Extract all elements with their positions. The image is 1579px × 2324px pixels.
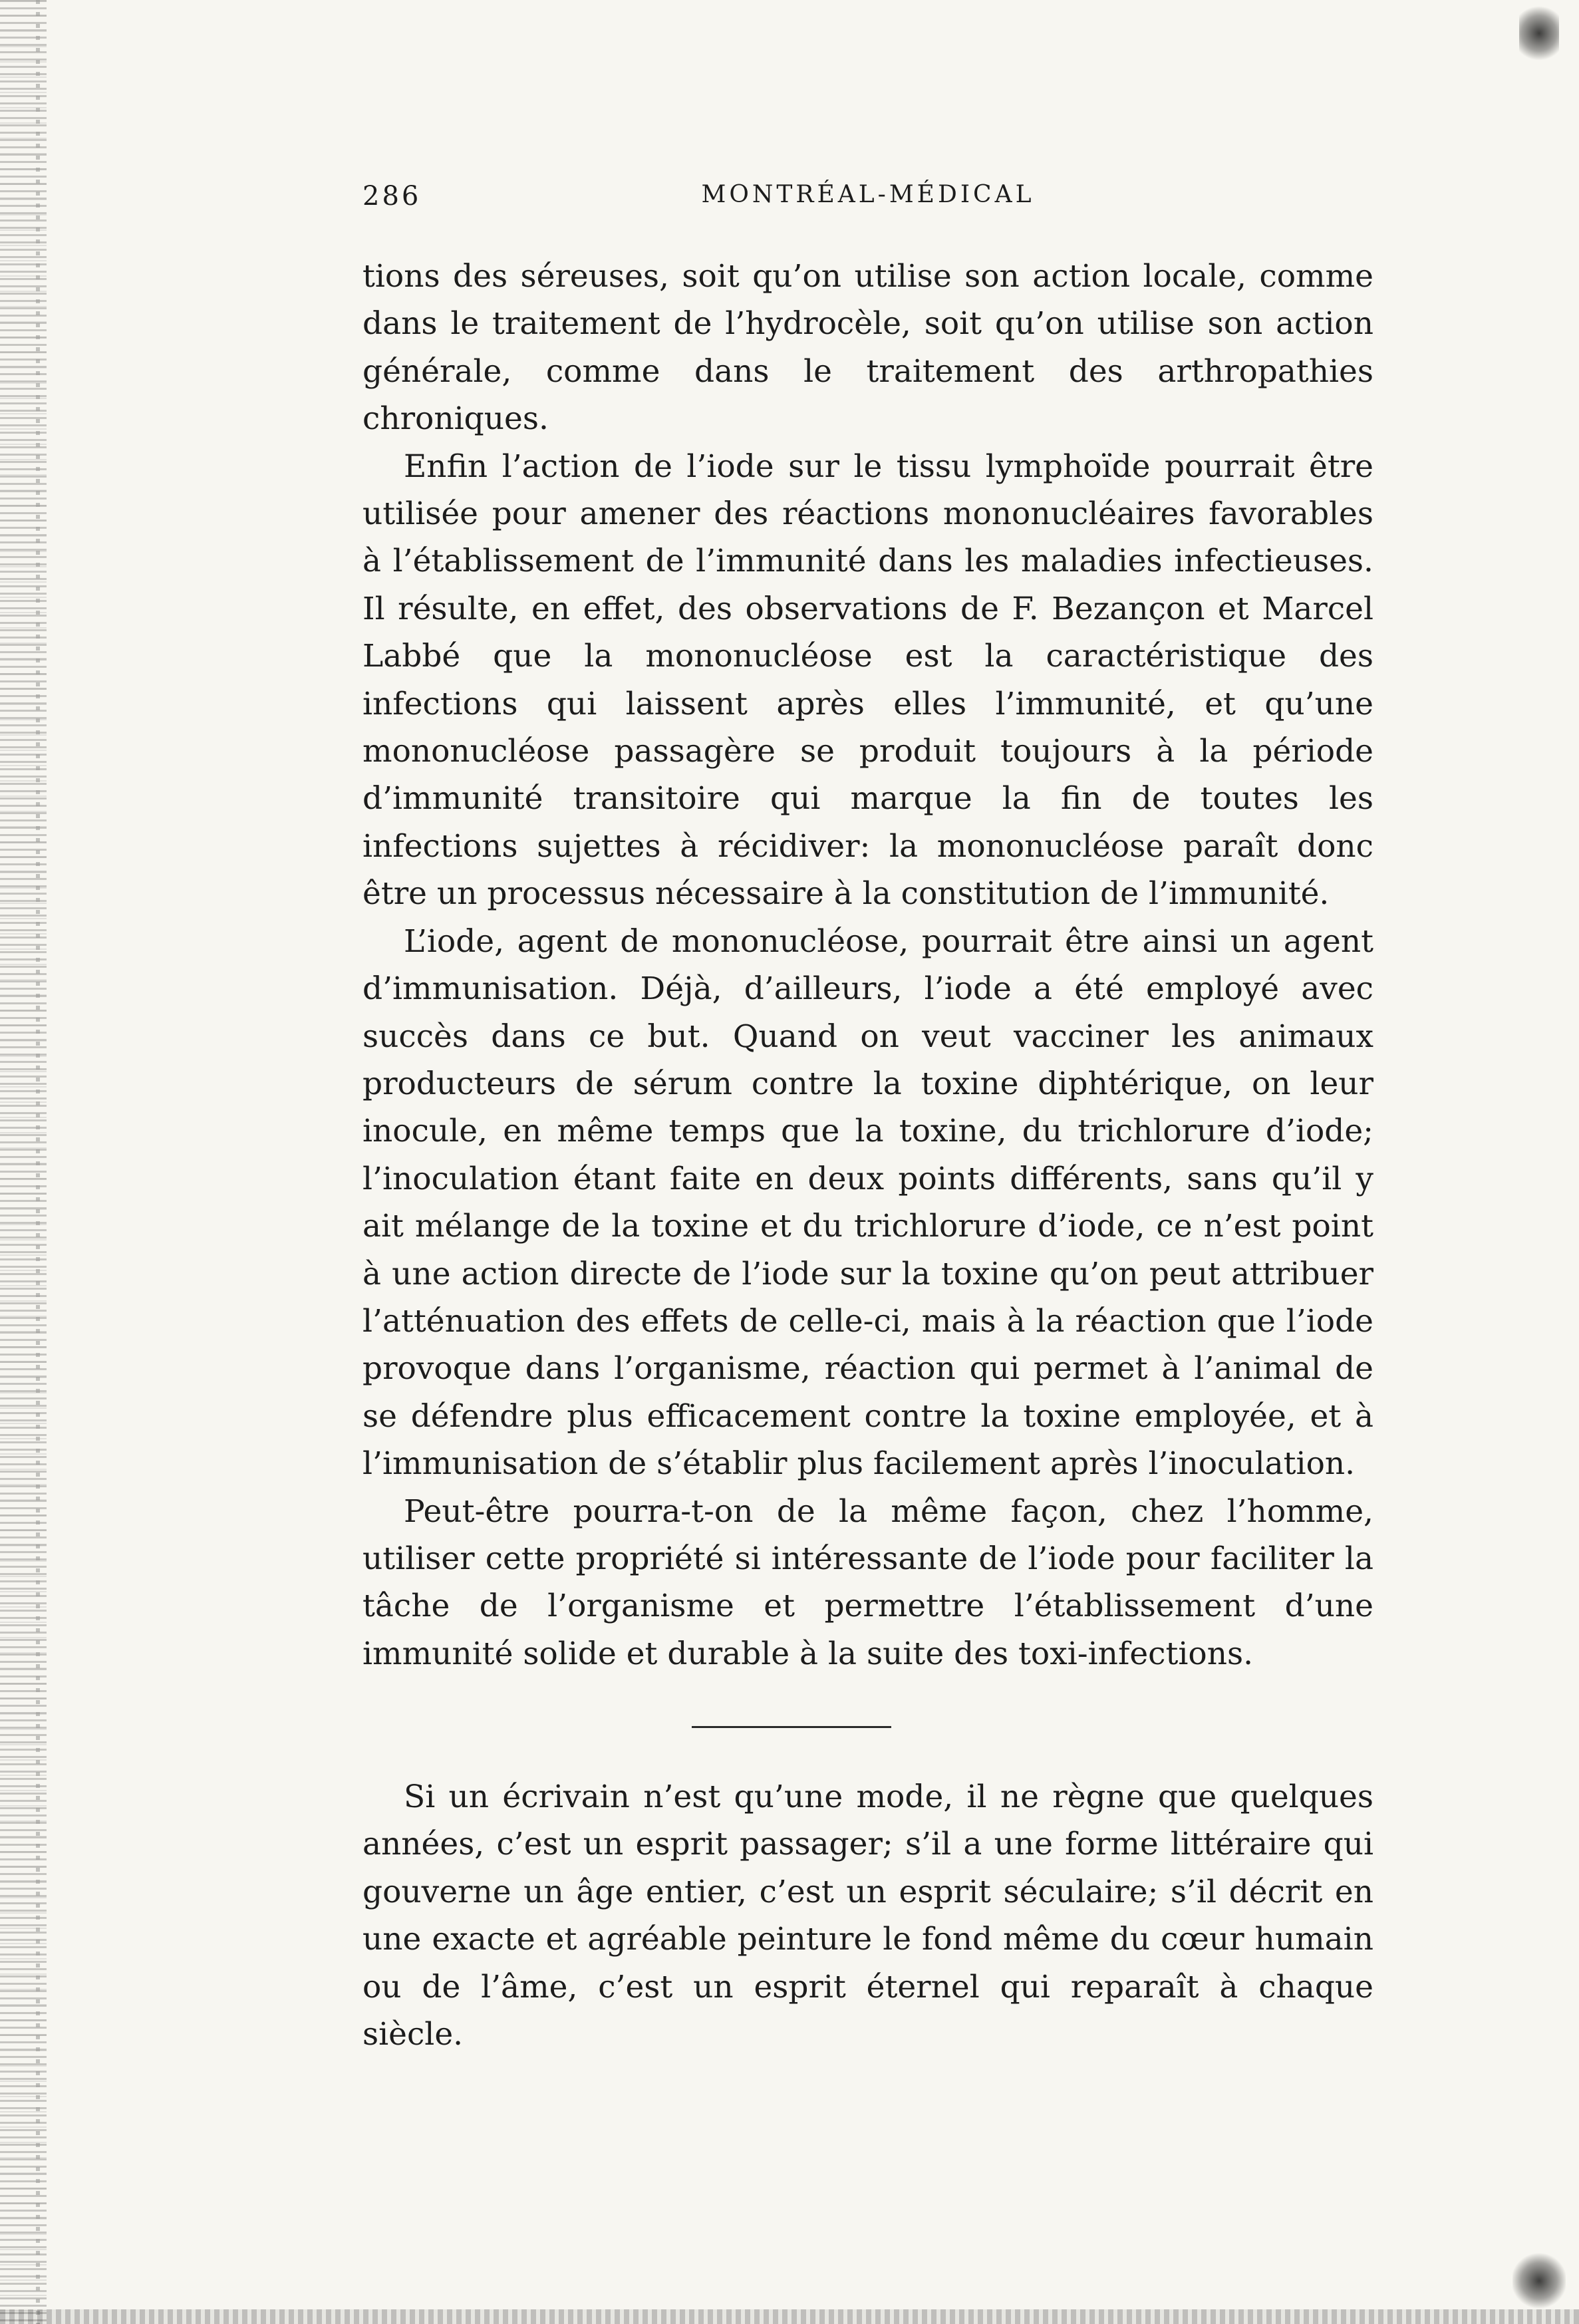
scan-blot-top-right: [1519, 0, 1559, 67]
page-number: 286: [362, 181, 422, 212]
paragraph: tions des séreuses, soit qu’on utilise son action locale, comme dans le traitement de l’hydrocèle, soit qu’on utilise son action générale, comme dans le traitement des arthropathies chroniques.: [362, 258, 1373, 438]
page-header: [362, 181, 1373, 221]
quote-paragraph: Si un écrivain n’est qu’une mode, il ne règne que quelques années, c’est un esprit passager; s’il a une forme littéraire qui gouverne un âge entier, c’est un esprit séculaire; s’il décrit en une exacte et agréable peinture le fond même du cœur humain ou de l’âme, c’est un esprit éternel qui reparaît à chaque siècle.: [362, 1779, 1373, 2053]
paragraph: Enfin l’action de l’iode sur le tissu lymphoïde pourrait être utilisée pour amener des réactions mononucléaires favorables à l’établissement de l’immunité dans les maladies infectieuses. Il résulte, en effet, des observations de F. Bezançon et Marcel Labbé que la mononucléose est la caractéristique des infections qui laissent après elles l’immunité, et qu’une mononucléose passagère se produit toujours à la période d’immunité transitoire qui marque la fin de toutes les infections sujettes à récidiver: la mononucléose paraît donc être un processus nécessaire à la constitution de l’immunité.: [362, 448, 1373, 913]
section-divider: [692, 1726, 891, 1728]
paragraph: L’iode, agent de mononucléose, pourrait être ainsi un agent d’immunisation. Déjà, d’ailleurs, l’iode a été employé avec succès dans ce but. Quand on veut vacciner les animaux producteurs de sérum contre la toxine diphtérique, on leur inocule, en même temps que la toxine, du trichlorure d’iode; l’inoculation étant faite en deux points différents, sans qu’il y ait mélange de la toxine et du trichlorure d’iode, ce n’est point à une action directe de l’iode sur la toxine qu’on peut attribuer l’atténuation des effets de celle-ci, mais à la réaction que l’iode provoque dans l’organisme, réaction qui permet à l’animal de se défendre plus efficacement contre la toxine employée, et à l’immunisation de s’établir plus facilement après l’inoculation.: [362, 923, 1373, 1483]
body-text: [362, 253, 1373, 1677]
paragraph: Peut-être pourra-t-on de la même façon, chez l’homme, utiliser cette propriété si intéressante de l’iode pour faciliter la tâche de l’organisme et permettre l’établissement d’une immunité solide et durable à la suite des toxi-infections.: [362, 1493, 1373, 1672]
closing-quote: [362, 1773, 1373, 2058]
running-head: MONTRÉAL-MÉDICAL: [701, 181, 1035, 208]
scan-edge-bottom: [0, 2309, 1579, 2324]
scan-blot-bottom-right: [1512, 2251, 1566, 2311]
scan-edge-left: [0, 0, 47, 2324]
